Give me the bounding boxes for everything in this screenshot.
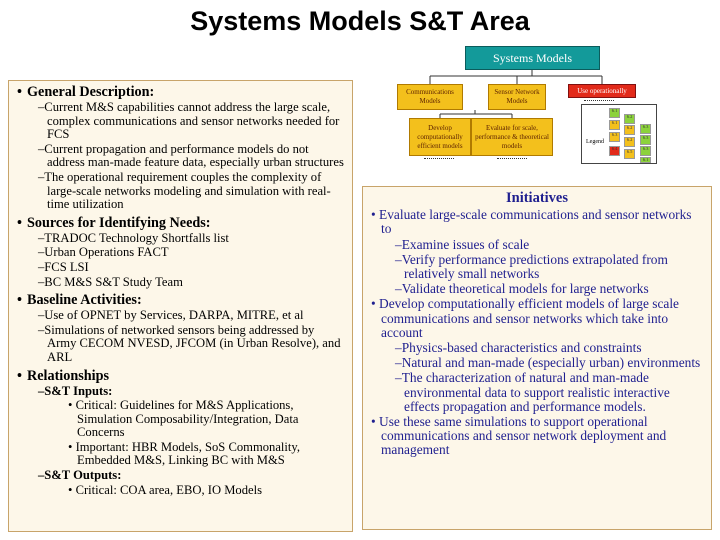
relationships-heading: • Relationships	[17, 367, 109, 384]
tick-row	[424, 158, 454, 163]
evaluate-node: Evaluate for scale, performance & theoretical models	[471, 118, 553, 156]
legend-cell: 6.1	[609, 120, 620, 130]
legend-cell: 6.1	[640, 157, 651, 163]
legend-cell: 6.2	[624, 125, 635, 135]
list-item: –FCS LSI	[38, 259, 89, 274]
list-item: –TRADOC Technology Shortfalls list	[38, 230, 229, 245]
description-panel	[8, 80, 353, 532]
list-item: –The operational requirement couples the complexity of large-scale networks modeling and simulation with real-time utilization	[38, 169, 331, 212]
legend-cell: 6.2	[624, 137, 635, 147]
list-item: –Examine issues of scale	[395, 236, 530, 252]
systems-models-node: Systems Models	[465, 46, 600, 70]
list-item: –Natural and man-made (especially urban) environments	[395, 355, 701, 371]
initiatives-panel	[362, 186, 712, 530]
general-description-heading: • General Description:	[17, 84, 155, 100]
list-item: –Use of OPNET by Services, DARPA, MITRE, et al	[38, 308, 304, 323]
list-item: –Urban Operations FACT	[38, 245, 169, 260]
legend-cell: 6.3	[640, 135, 651, 145]
legend-cell: 6.4	[609, 146, 620, 156]
baseline-heading: • Baseline Activities:	[17, 292, 142, 309]
develop-models-node: Develop computationally efficient models	[409, 118, 471, 156]
list-item: –The characterization of natural and man-made environmental data to support realistic interactive effects propagation and performance models.	[395, 370, 670, 414]
use-operationally-node: Use operationally	[568, 84, 636, 98]
page-title: Systems Models S&T Area	[190, 6, 530, 36]
legend-cell: 6.2	[624, 114, 635, 124]
list-item: –Validate theoretical models for large networks	[395, 281, 649, 297]
list-item: –Verify performance predictions extrapolated from relatively small networks	[395, 251, 668, 282]
legend-cell: 6.3	[609, 132, 620, 142]
list-item: –Current M&S capabilities cannot address the large scale, complex communications and sensor networks needed for FCS	[38, 100, 340, 142]
list-item: • Critical: Guidelines for M&S Applications, Simulation Composability/Integration, Data Concerns	[68, 398, 299, 440]
legend-cell: 6.1	[609, 108, 620, 118]
list-item: –Current propagation and performance models do not address man-made feature data, especially urban structures	[38, 141, 344, 170]
list-item: –BC M&S S&T Study Team	[38, 274, 183, 289]
sensor-network-models-node: Sensor Network Models	[488, 84, 546, 110]
list-item: • Develop computationally efficient models of large scale communications and sensor networks which take into account	[371, 296, 679, 340]
list-item: • Use these same simulations to support operational communications and sensor network deployment and management	[371, 414, 667, 458]
list-item: –Simulations of networked sensors being addressed by Army CECOM NVESD, JFCOM (in Urban Resolve), and ARL	[38, 322, 341, 364]
list-item: • Evaluate large-scale communications and sensor networks to	[371, 207, 692, 237]
outputs-heading: –S&T Outputs:	[38, 468, 122, 483]
initiatives-heading: Initiatives	[505, 190, 569, 206]
list-item: • Important: HBR Models, SoS Commonality, Embedded M&S, Linking BC with M&S	[68, 439, 301, 468]
inputs-heading: –S&T Inputs:	[38, 383, 113, 398]
legend-cell: 6.5	[624, 149, 635, 159]
list-item: • Critical: COA area, EBO, IO Models	[68, 482, 262, 497]
legend-cell: 6.3	[640, 146, 651, 156]
list-item: –Physics-based characteristics and constraints	[395, 340, 642, 356]
legend-label: Legend	[586, 139, 604, 145]
tick-row	[497, 158, 527, 163]
legend-cell: 6.3	[640, 124, 651, 134]
sources-heading: • Sources for Identifying Needs:	[17, 214, 211, 231]
communications-models-node: Communications Models	[397, 84, 463, 110]
